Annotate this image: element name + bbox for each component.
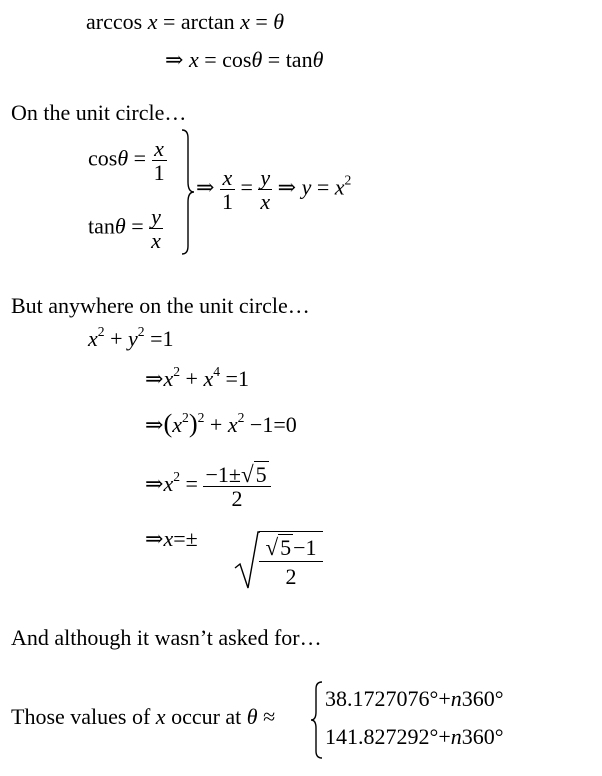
equation-x-solution: ⇒x=± bbox=[145, 526, 198, 551]
angle-value-1: 38.1727076°+n360° bbox=[325, 686, 504, 711]
heading-anywhere-unit-circle: But anywhere on the unit circle… bbox=[11, 293, 310, 318]
heading-unit-circle: On the unit circle… bbox=[11, 100, 187, 125]
equation-tan-fraction: tanθ = $\frac{y}{x}$ bbox=[88, 204, 161, 254]
equation-x-cos-tan: ⇒ x = cosθ = tanθ bbox=[165, 47, 324, 72]
fraction-x-over-1: $\frac{x}{1}$ bbox=[153, 136, 165, 186]
fraction-y-over-xb: $\frac{y}{x}$ bbox=[260, 165, 271, 215]
fraction-y-over-x: $\frac{y}{x}$ bbox=[151, 204, 161, 254]
heading-not-asked: And although it wasn’t asked for… bbox=[11, 625, 322, 650]
fraction-sqrt5-minus-1-over-2: √5−1 2 bbox=[259, 536, 323, 588]
equation-arccos-arctan: arccos x = arctan x = θ bbox=[86, 9, 285, 34]
fraction-x-over-1b: $\frac{x}{1}$ bbox=[221, 165, 233, 215]
equation-circle: $x^2 + y^2 =1$ bbox=[88, 323, 174, 351]
outer-radical-sign bbox=[234, 530, 260, 592]
conclusion-text: Those values of x occur at θ ≈ bbox=[11, 704, 276, 729]
fraction-quadratic-root: $\frac{-1\pm√5}{2}$ bbox=[203, 462, 270, 510]
left-brace bbox=[310, 680, 324, 760]
equation-x2-solution: $\Rightarrow x^2$ = $\frac{-1\pm√5}{2}$ bbox=[145, 462, 271, 510]
equation-x2-plus-x4: $\Rightarrow x^2 + x^4 =1$ bbox=[145, 363, 249, 391]
angle-value-2: 141.827292°+n360° bbox=[325, 724, 504, 749]
right-brace bbox=[180, 128, 196, 256]
equation-quadratic-in-x2: $\Rightarrow(x^2)^2 + x^2 -1=0$ bbox=[145, 408, 297, 438]
equation-cos-fraction: cosθ = $\frac{x}{1}$ bbox=[88, 136, 165, 186]
outer-radical-vinculum bbox=[259, 531, 323, 532]
equation-implies-y-equals-x-squared: ⇒ $\frac{x}{1}$ = $\frac{y}{x}$ ⇒ $y = x^2$ bbox=[196, 165, 352, 215]
